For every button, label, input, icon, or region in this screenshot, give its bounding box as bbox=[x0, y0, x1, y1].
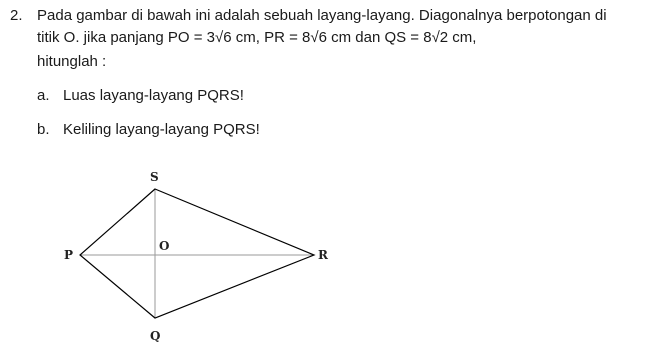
question-line-2: titik O. jika panjang PO = 3√6 cm, PR = 8√6 cm dan QS = 8√2 cm, bbox=[37, 29, 477, 46]
sub-question-b-text: Keliling layang-layang PQRS! bbox=[63, 121, 260, 138]
kite-outline bbox=[80, 189, 314, 318]
question-number: 2. bbox=[10, 7, 23, 24]
label-s: S bbox=[150, 170, 159, 184]
sub-question-b-letter: b. bbox=[37, 121, 50, 138]
label-p: P bbox=[64, 248, 74, 262]
label-q: Q bbox=[150, 329, 161, 343]
question-line-3: hitunglah : bbox=[37, 53, 107, 70]
sub-question-a-letter: a. bbox=[37, 87, 50, 104]
question-line-1: Pada gambar di bawah ini adalah sebuah layang-layang. Diagonalnya berpotongan di bbox=[37, 7, 607, 24]
label-r: R bbox=[318, 248, 328, 262]
label-o: O bbox=[159, 239, 170, 253]
sub-question-a-text: Luas layang-layang PQRS! bbox=[63, 87, 244, 104]
